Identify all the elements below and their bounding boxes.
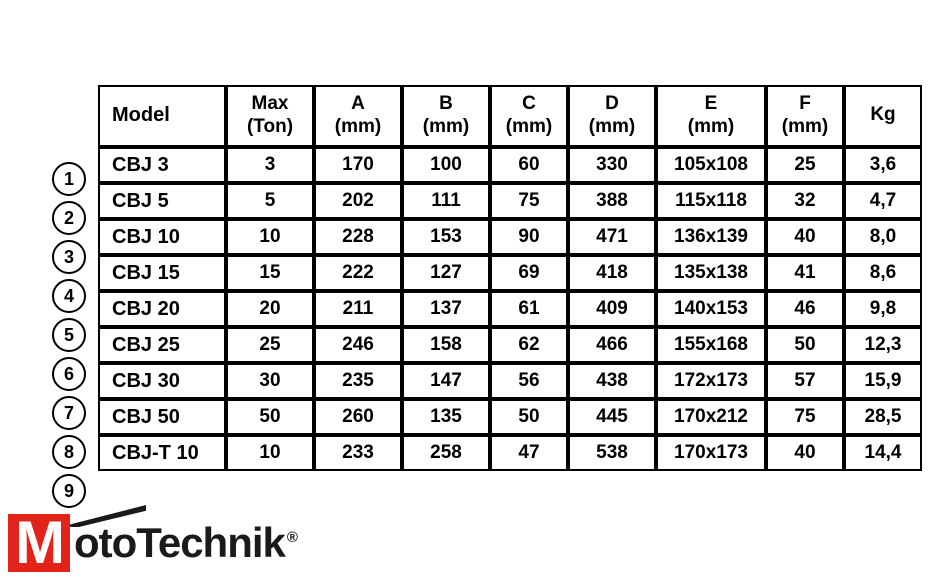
cell-a: 260 bbox=[314, 399, 402, 435]
cell-c: 60 bbox=[490, 147, 568, 183]
cell-f: 32 bbox=[766, 183, 844, 219]
row-number-3: 3 bbox=[52, 240, 86, 274]
cell-kg: 12,3 bbox=[844, 327, 922, 363]
cell-b: 127 bbox=[402, 255, 490, 291]
cell-max: 3 bbox=[226, 147, 314, 183]
cell-e: 105x108 bbox=[656, 147, 766, 183]
header-b-line2: (mm) bbox=[422, 115, 470, 137]
logo-wordmark-text: otoTechnik bbox=[74, 519, 285, 566]
table-header-row bbox=[98, 85, 922, 147]
table-row bbox=[98, 183, 922, 219]
cell-model: CBJ 50 bbox=[98, 399, 226, 435]
cell-model: CBJ 10 bbox=[98, 219, 226, 255]
header-max-line1: Max bbox=[251, 93, 289, 115]
cell-c: 69 bbox=[490, 255, 568, 291]
cell-max: 25 bbox=[226, 327, 314, 363]
cell-b: 137 bbox=[402, 291, 490, 327]
cell-e: 155x168 bbox=[656, 327, 766, 363]
header-model-line1: Model bbox=[112, 103, 170, 126]
row-number-7: 7 bbox=[52, 396, 86, 430]
logo-mark-letter: M bbox=[15, 509, 63, 576]
row-number-2: 2 bbox=[52, 201, 86, 235]
header-f-line2: (mm) bbox=[781, 115, 829, 137]
cell-a: 235 bbox=[314, 363, 402, 399]
cell-f: 46 bbox=[766, 291, 844, 327]
cell-max: 30 bbox=[226, 363, 314, 399]
logo-wordmark bbox=[74, 519, 297, 567]
cell-a: 222 bbox=[314, 255, 402, 291]
cell-f: 40 bbox=[766, 219, 844, 255]
header-d-line2: (mm) bbox=[588, 115, 636, 137]
cell-d: 445 bbox=[568, 399, 656, 435]
cell-max: 10 bbox=[226, 219, 314, 255]
cell-model: CBJ 5 bbox=[98, 183, 226, 219]
cell-e: 140x153 bbox=[656, 291, 766, 327]
logo-mark-icon bbox=[8, 509, 70, 576]
table-row bbox=[98, 327, 922, 363]
cell-a: 228 bbox=[314, 219, 402, 255]
cell-e: 172x173 bbox=[656, 363, 766, 399]
cell-b: 147 bbox=[402, 363, 490, 399]
cell-e: 115x118 bbox=[656, 183, 766, 219]
header-kg-line1: Kg bbox=[870, 104, 896, 126]
header-b-line1: B bbox=[439, 93, 453, 115]
cell-kg: 9,8 bbox=[844, 291, 922, 327]
header-e bbox=[656, 85, 766, 147]
cell-d: 538 bbox=[568, 435, 656, 471]
header-f-line1: F bbox=[799, 93, 811, 115]
header-a-line2: (mm) bbox=[334, 115, 382, 137]
cell-a: 202 bbox=[314, 183, 402, 219]
cell-f: 41 bbox=[766, 255, 844, 291]
cell-f: 57 bbox=[766, 363, 844, 399]
specification-table bbox=[98, 85, 922, 471]
header-max-line2: (Ton) bbox=[246, 115, 294, 137]
cell-b: 111 bbox=[402, 183, 490, 219]
header-c-line2: (mm) bbox=[505, 115, 553, 137]
header-e-line2: (mm) bbox=[687, 115, 735, 137]
cell-a: 233 bbox=[314, 435, 402, 471]
cell-max: 10 bbox=[226, 435, 314, 471]
cell-kg: 14,4 bbox=[844, 435, 922, 471]
row-number-8: 8 bbox=[52, 435, 86, 469]
header-kg bbox=[844, 85, 922, 147]
header-c bbox=[490, 85, 568, 147]
cell-d: 471 bbox=[568, 219, 656, 255]
cell-a: 211 bbox=[314, 291, 402, 327]
cell-c: 75 bbox=[490, 183, 568, 219]
cell-c: 61 bbox=[490, 291, 568, 327]
row-number-1: 1 bbox=[52, 162, 86, 196]
cell-d: 409 bbox=[568, 291, 656, 327]
cell-kg: 15,9 bbox=[844, 363, 922, 399]
cell-a: 246 bbox=[314, 327, 402, 363]
table-row bbox=[98, 255, 922, 291]
table-body bbox=[98, 147, 922, 471]
cell-max: 20 bbox=[226, 291, 314, 327]
cell-b: 135 bbox=[402, 399, 490, 435]
cell-e: 135x138 bbox=[656, 255, 766, 291]
row-number-4: 4 bbox=[52, 279, 86, 313]
cell-f: 75 bbox=[766, 399, 844, 435]
cell-c: 90 bbox=[490, 219, 568, 255]
cell-d: 466 bbox=[568, 327, 656, 363]
header-d bbox=[568, 85, 656, 147]
cell-model: CBJ 25 bbox=[98, 327, 226, 363]
cell-max: 50 bbox=[226, 399, 314, 435]
cell-kg: 3,6 bbox=[844, 147, 922, 183]
cell-model: CBJ 3 bbox=[98, 147, 226, 183]
table-row bbox=[98, 399, 922, 435]
table-header bbox=[98, 85, 922, 147]
brand-logo bbox=[8, 509, 297, 576]
cell-max: 5 bbox=[226, 183, 314, 219]
cell-b: 100 bbox=[402, 147, 490, 183]
table-row bbox=[98, 219, 922, 255]
cell-d: 330 bbox=[568, 147, 656, 183]
cell-e: 170x212 bbox=[656, 399, 766, 435]
header-d-line1: D bbox=[605, 93, 619, 115]
table-row bbox=[98, 291, 922, 327]
header-max bbox=[226, 85, 314, 147]
table-row bbox=[98, 363, 922, 399]
cell-model: CBJ 30 bbox=[98, 363, 226, 399]
cell-f: 40 bbox=[766, 435, 844, 471]
cell-d: 438 bbox=[568, 363, 656, 399]
cell-d: 388 bbox=[568, 183, 656, 219]
cell-b: 153 bbox=[402, 219, 490, 255]
cell-f: 50 bbox=[766, 327, 844, 363]
registered-trademark-symbol: ® bbox=[286, 529, 297, 546]
cell-c: 62 bbox=[490, 327, 568, 363]
cell-c: 47 bbox=[490, 435, 568, 471]
cell-e: 170x173 bbox=[656, 435, 766, 471]
header-model bbox=[98, 85, 226, 147]
cell-a: 170 bbox=[314, 147, 402, 183]
cell-kg: 4,7 bbox=[844, 183, 922, 219]
cell-c: 56 bbox=[490, 363, 568, 399]
header-a bbox=[314, 85, 402, 147]
cell-kg: 8,0 bbox=[844, 219, 922, 255]
cell-kg: 8,6 bbox=[844, 255, 922, 291]
row-number-5: 5 bbox=[52, 318, 86, 352]
cell-b: 258 bbox=[402, 435, 490, 471]
header-e-line1: E bbox=[704, 93, 718, 115]
row-number-6: 6 bbox=[52, 357, 86, 391]
table-row bbox=[98, 147, 922, 183]
cell-f: 25 bbox=[766, 147, 844, 183]
cell-model: CBJ 20 bbox=[98, 291, 226, 327]
header-a-line1: A bbox=[351, 93, 365, 115]
header-c-line1: C bbox=[522, 93, 536, 115]
specification-table-wrapper bbox=[98, 85, 902, 471]
cell-b: 158 bbox=[402, 327, 490, 363]
cell-e: 136x139 bbox=[656, 219, 766, 255]
row-number-9: 9 bbox=[52, 474, 86, 508]
cell-c: 50 bbox=[490, 399, 568, 435]
cell-model: CBJ 15 bbox=[98, 255, 226, 291]
header-f bbox=[766, 85, 844, 147]
cell-d: 418 bbox=[568, 255, 656, 291]
cell-max: 15 bbox=[226, 255, 314, 291]
cell-model: CBJ-T 10 bbox=[98, 435, 226, 471]
table-row bbox=[98, 435, 922, 471]
header-b bbox=[402, 85, 490, 147]
cell-kg: 28,5 bbox=[844, 399, 922, 435]
